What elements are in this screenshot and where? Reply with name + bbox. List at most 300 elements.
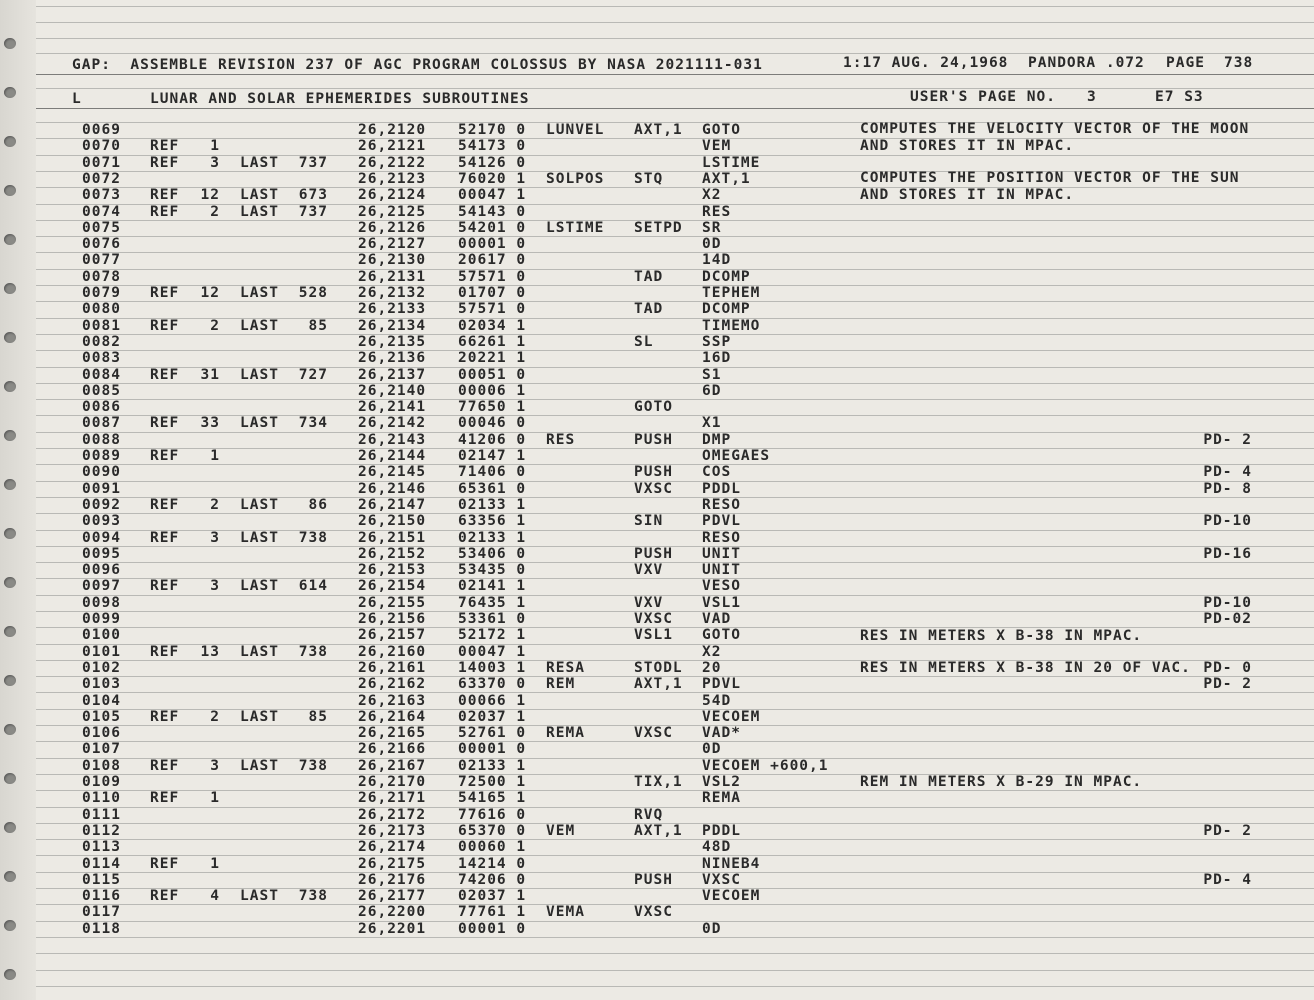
operand: TIMEMO bbox=[702, 318, 761, 334]
opcode: STQ bbox=[634, 171, 664, 187]
binder-hole bbox=[4, 577, 16, 588]
last-page: 738 bbox=[298, 530, 328, 546]
ruled-line bbox=[36, 464, 1314, 465]
opcode: SL bbox=[634, 334, 654, 350]
operand: DMP bbox=[702, 432, 732, 448]
opcode: PUSH bbox=[634, 464, 673, 480]
pushdown-note: PD-02 bbox=[1203, 611, 1252, 627]
last-marker: LAST bbox=[240, 497, 279, 513]
octal-code: 74206 0 bbox=[458, 872, 527, 888]
address: 26,2170 bbox=[358, 774, 427, 790]
address: 26,2123 bbox=[358, 171, 427, 187]
ruled-line bbox=[36, 562, 1314, 563]
operand: TEPHEM bbox=[702, 285, 761, 301]
ruled-line bbox=[36, 644, 1314, 645]
octal-code: 77761 1 bbox=[458, 904, 527, 920]
address: 26,2163 bbox=[358, 693, 427, 709]
address: 26,2164 bbox=[358, 709, 427, 725]
ruled-line bbox=[36, 725, 1314, 726]
pushdown-note: PD- 2 bbox=[1203, 676, 1252, 692]
binder-hole bbox=[4, 724, 16, 735]
line-number: 0071 bbox=[82, 155, 121, 171]
ruled-line bbox=[36, 350, 1314, 351]
operand: DCOMP bbox=[702, 301, 751, 317]
line-number: 0070 bbox=[82, 138, 121, 154]
ruled-line bbox=[36, 38, 1314, 39]
line-number: 0088 bbox=[82, 432, 121, 448]
ref-count: 1 bbox=[210, 790, 220, 806]
opcode: AXT,1 bbox=[634, 122, 683, 138]
line-number: 0072 bbox=[82, 171, 121, 187]
line-number: 0096 bbox=[82, 562, 121, 578]
ruled-line bbox=[36, 904, 1314, 905]
opcode: TAD bbox=[634, 301, 664, 317]
octal-code: 77616 0 bbox=[458, 807, 527, 823]
pushdown-note: PD- 2 bbox=[1203, 432, 1252, 448]
line-number: 0109 bbox=[82, 774, 121, 790]
address: 26,2144 bbox=[358, 448, 427, 464]
octal-code: 54173 0 bbox=[458, 138, 527, 154]
opcode: TIX,1 bbox=[634, 774, 683, 790]
octal-code: 02147 1 bbox=[458, 448, 527, 464]
operand: SSP bbox=[702, 334, 732, 350]
ruled-line bbox=[36, 692, 1314, 693]
operand: PDVL bbox=[702, 676, 741, 692]
ref-count: 1 bbox=[210, 856, 220, 872]
ref-marker: REF bbox=[150, 155, 180, 171]
octal-code: 00001 0 bbox=[458, 741, 527, 757]
ref-count: 1 bbox=[210, 138, 220, 154]
ref-marker: REF bbox=[150, 758, 180, 774]
ruled-line bbox=[36, 839, 1314, 840]
operand: DCOMP bbox=[702, 269, 751, 285]
binder-hole bbox=[4, 920, 16, 931]
operand: 0D bbox=[702, 236, 722, 252]
ref-count: 4 bbox=[210, 888, 220, 904]
address: 26,2156 bbox=[358, 611, 427, 627]
operand: VAD* bbox=[702, 725, 741, 741]
last-marker: LAST bbox=[240, 285, 279, 301]
octal-code: 52170 0 bbox=[458, 122, 527, 138]
address: 26,2141 bbox=[358, 399, 427, 415]
opcode: TAD bbox=[634, 269, 664, 285]
octal-code: 02133 1 bbox=[458, 758, 527, 774]
ruled-line bbox=[36, 6, 1314, 7]
line-number: 0080 bbox=[82, 301, 121, 317]
address: 26,2166 bbox=[358, 741, 427, 757]
line-number: 0117 bbox=[82, 904, 121, 920]
ruled-line bbox=[36, 448, 1314, 449]
address: 26,2167 bbox=[358, 758, 427, 774]
operand: GOTO bbox=[702, 627, 741, 643]
system-name: PANDORA .072 bbox=[1028, 55, 1145, 71]
comment-line: COMPUTES THE VELOCITY VECTOR OF THE MOON bbox=[860, 121, 1250, 137]
line-number: 0114 bbox=[82, 856, 121, 872]
ruled-line bbox=[36, 432, 1314, 433]
ruled-line bbox=[36, 269, 1314, 270]
octal-code: 00051 0 bbox=[458, 367, 527, 383]
last-page: 85 bbox=[308, 318, 328, 334]
line-number: 0099 bbox=[82, 611, 121, 627]
line-number: 0111 bbox=[82, 807, 121, 823]
ruled-line bbox=[36, 301, 1314, 302]
operand: X1 bbox=[702, 415, 722, 431]
comment-line: RES IN METERS X B-38 IN MPAC. bbox=[860, 628, 1143, 644]
ref-marker: REF bbox=[150, 367, 180, 383]
address: 26,2177 bbox=[358, 888, 427, 904]
operand: RES bbox=[702, 204, 732, 220]
ruled-line bbox=[36, 758, 1314, 759]
ref-marker: REF bbox=[150, 318, 180, 334]
line-number: 0085 bbox=[82, 383, 121, 399]
comment-line: REM IN METERS X B-29 IN MPAC. bbox=[860, 774, 1143, 790]
line-number: 0104 bbox=[82, 693, 121, 709]
operand: GOTO bbox=[702, 122, 741, 138]
ruled-line bbox=[36, 108, 1314, 109]
line-number: 0073 bbox=[82, 187, 121, 203]
address: 26,2160 bbox=[358, 644, 427, 660]
address: 26,2162 bbox=[358, 676, 427, 692]
octal-code: 54201 0 bbox=[458, 220, 527, 236]
line-number: 0078 bbox=[82, 269, 121, 285]
ruled-line bbox=[36, 74, 1314, 75]
ruled-line bbox=[36, 578, 1314, 579]
pushdown-note: PD- 8 bbox=[1203, 481, 1252, 497]
ref-marker: REF bbox=[150, 644, 180, 660]
address: 26,2121 bbox=[358, 138, 427, 154]
octal-code: 00060 1 bbox=[458, 839, 527, 855]
opcode: SIN bbox=[634, 513, 664, 529]
operand: LSTIME bbox=[702, 155, 761, 171]
address: 26,2146 bbox=[358, 481, 427, 497]
octal-code: 71406 0 bbox=[458, 464, 527, 480]
operand: PDVL bbox=[702, 513, 741, 529]
ruled-line bbox=[36, 986, 1314, 987]
octal-code: 65361 0 bbox=[458, 481, 527, 497]
octal-code: 53361 0 bbox=[458, 611, 527, 627]
binder-hole bbox=[4, 430, 16, 441]
octal-code: 52172 1 bbox=[458, 627, 527, 643]
ruled-line bbox=[36, 88, 1314, 89]
last-marker: LAST bbox=[240, 709, 279, 725]
listing-timestamp: 1:17 AUG. 24,1968 bbox=[843, 55, 1009, 71]
ref-marker: REF bbox=[150, 888, 180, 904]
ruled-line bbox=[36, 318, 1314, 319]
ref-marker: REF bbox=[150, 578, 180, 594]
comment-line: AND STORES IT IN MPAC. bbox=[860, 138, 1075, 154]
binder-hole bbox=[4, 822, 16, 833]
operand: VECOEM bbox=[702, 709, 761, 725]
ruled-line bbox=[36, 709, 1314, 710]
ref-marker: REF bbox=[150, 448, 180, 464]
pushdown-note: PD- 0 bbox=[1203, 660, 1252, 676]
pushdown-note: PD- 2 bbox=[1203, 823, 1252, 839]
label: LSTIME bbox=[546, 220, 605, 236]
binder-hole bbox=[4, 773, 16, 784]
ruled-line bbox=[36, 595, 1314, 596]
address: 26,2154 bbox=[358, 578, 427, 594]
octal-code: 57571 0 bbox=[458, 269, 527, 285]
octal-code: 02034 1 bbox=[458, 318, 527, 334]
ref-marker: REF bbox=[150, 138, 180, 154]
last-page: 614 bbox=[298, 578, 328, 594]
binder-hole bbox=[4, 969, 16, 980]
address: 26,2127 bbox=[358, 236, 427, 252]
line-number: 0077 bbox=[82, 252, 121, 268]
last-marker: LAST bbox=[240, 530, 279, 546]
operand: VECOEM bbox=[702, 888, 761, 904]
last-page: 734 bbox=[298, 415, 328, 431]
line-number: 0110 bbox=[82, 790, 121, 806]
octal-code: 53435 0 bbox=[458, 562, 527, 578]
octal-code: 00001 0 bbox=[458, 921, 527, 937]
last-marker: LAST bbox=[240, 367, 279, 383]
pushdown-note: PD- 4 bbox=[1203, 872, 1252, 888]
operand: OMEGAES bbox=[702, 448, 771, 464]
opcode: GOTO bbox=[634, 399, 673, 415]
last-marker: LAST bbox=[240, 318, 279, 334]
last-marker: LAST bbox=[240, 888, 279, 904]
ruled-line bbox=[36, 970, 1314, 971]
line-number: 0081 bbox=[82, 318, 121, 334]
octal-code: 02133 1 bbox=[458, 530, 527, 546]
octal-code: 02037 1 bbox=[458, 888, 527, 904]
address: 26,2175 bbox=[358, 856, 427, 872]
octal-code: 00001 0 bbox=[458, 236, 527, 252]
octal-code: 00046 0 bbox=[458, 415, 527, 431]
operand: UNIT bbox=[702, 546, 741, 562]
ruled-line bbox=[36, 204, 1314, 205]
last-marker: LAST bbox=[240, 578, 279, 594]
line-number: 0108 bbox=[82, 758, 121, 774]
address: 26,2142 bbox=[358, 415, 427, 431]
label: RES bbox=[546, 432, 576, 448]
octal-code: 76020 1 bbox=[458, 171, 527, 187]
ruled-line bbox=[36, 530, 1314, 531]
operand: RESO bbox=[702, 497, 741, 513]
opcode: VXSC bbox=[634, 481, 673, 497]
opcode: PUSH bbox=[634, 872, 673, 888]
last-page: 738 bbox=[298, 758, 328, 774]
octal-code: 52761 0 bbox=[458, 725, 527, 741]
last-marker: LAST bbox=[240, 155, 279, 171]
address: 26,2145 bbox=[358, 464, 427, 480]
octal-code: 65370 0 bbox=[458, 823, 527, 839]
octal-code: 02037 1 bbox=[458, 709, 527, 725]
binder-hole bbox=[4, 675, 16, 686]
line-number: 0082 bbox=[82, 334, 121, 350]
last-page: 86 bbox=[308, 497, 328, 513]
operand: UNIT bbox=[702, 562, 741, 578]
ref-marker: REF bbox=[150, 285, 180, 301]
address: 26,2171 bbox=[358, 790, 427, 806]
address: 26,2147 bbox=[358, 497, 427, 513]
octal-code: 63356 1 bbox=[458, 513, 527, 529]
opcode: RVQ bbox=[634, 807, 664, 823]
binder-hole-strip bbox=[0, 0, 36, 1000]
address: 26,2201 bbox=[358, 921, 427, 937]
octal-code: 00047 1 bbox=[458, 644, 527, 660]
line-number: 0097 bbox=[82, 578, 121, 594]
address: 26,2143 bbox=[358, 432, 427, 448]
opcode: PUSH bbox=[634, 432, 673, 448]
comment-line: RES IN METERS X B-38 IN 20 OF VAC. bbox=[860, 660, 1191, 676]
opcode: SETPD bbox=[634, 220, 683, 236]
line-number: 0091 bbox=[82, 481, 121, 497]
address: 26,2132 bbox=[358, 285, 427, 301]
line-number: 0094 bbox=[82, 530, 121, 546]
label: RESA bbox=[546, 660, 585, 676]
address: 26,2135 bbox=[358, 334, 427, 350]
ruled-line bbox=[36, 481, 1314, 482]
address: 26,2174 bbox=[358, 839, 427, 855]
ref-count: 12 bbox=[200, 285, 220, 301]
octal-code: 00047 1 bbox=[458, 187, 527, 203]
ruled-line bbox=[36, 790, 1314, 791]
line-number: 0098 bbox=[82, 595, 121, 611]
line-number: 0101 bbox=[82, 644, 121, 660]
ruled-line bbox=[36, 285, 1314, 286]
last-page: 738 bbox=[298, 644, 328, 660]
ref-marker: REF bbox=[150, 415, 180, 431]
line-number: 0074 bbox=[82, 204, 121, 220]
last-page: 737 bbox=[298, 155, 328, 171]
operand: COS bbox=[702, 464, 732, 480]
ref-count: 1 bbox=[210, 448, 220, 464]
last-marker: LAST bbox=[240, 644, 279, 660]
ref-marker: REF bbox=[150, 187, 180, 203]
section-title: LUNAR AND SOLAR EPHEMERIDES SUBROUTINES bbox=[150, 91, 530, 107]
line-number: 0076 bbox=[82, 236, 121, 252]
comment-line: AND STORES IT IN MPAC. bbox=[860, 187, 1075, 203]
octal-code: 14214 0 bbox=[458, 856, 527, 872]
address: 26,2161 bbox=[358, 660, 427, 676]
label: SOLPOS bbox=[546, 171, 605, 187]
line-number: 0090 bbox=[82, 464, 121, 480]
line-number: 0103 bbox=[82, 676, 121, 692]
ruled-line bbox=[36, 741, 1314, 742]
operand: RESO bbox=[702, 530, 741, 546]
ruled-line bbox=[36, 937, 1314, 938]
line-number: 0113 bbox=[82, 839, 121, 855]
ref-count: 33 bbox=[200, 415, 220, 431]
octal-code: 14003 1 bbox=[458, 660, 527, 676]
label: VEMA bbox=[546, 904, 585, 920]
ruled-line bbox=[36, 921, 1314, 922]
last-page: 727 bbox=[298, 367, 328, 383]
operand: 6D bbox=[702, 383, 722, 399]
last-marker: LAST bbox=[240, 415, 279, 431]
pushdown-note: PD- 4 bbox=[1203, 464, 1252, 480]
binder-hole bbox=[4, 87, 16, 98]
operand: 0D bbox=[702, 741, 722, 757]
ref-count: 2 bbox=[210, 318, 220, 334]
octal-code: 00066 1 bbox=[458, 693, 527, 709]
line-number: 0116 bbox=[82, 888, 121, 904]
binder-hole bbox=[4, 185, 16, 196]
address: 26,2122 bbox=[358, 155, 427, 171]
line-number: 0106 bbox=[82, 725, 121, 741]
page-label: PAGE bbox=[1166, 55, 1205, 71]
address: 26,2124 bbox=[358, 187, 427, 203]
opcode: PUSH bbox=[634, 546, 673, 562]
octal-code: 20221 1 bbox=[458, 350, 527, 366]
line-number: 0092 bbox=[82, 497, 121, 513]
line-number: 0102 bbox=[82, 660, 121, 676]
last-page: 737 bbox=[298, 204, 328, 220]
octal-code: 01707 0 bbox=[458, 285, 527, 301]
ruled-line bbox=[36, 888, 1314, 889]
line-number: 0115 bbox=[82, 872, 121, 888]
octal-code: 02133 1 bbox=[458, 497, 527, 513]
octal-code: 57571 0 bbox=[458, 301, 527, 317]
last-marker: LAST bbox=[240, 187, 279, 203]
line-number: 0112 bbox=[82, 823, 121, 839]
address: 26,2126 bbox=[358, 220, 427, 236]
ref-marker: REF bbox=[150, 204, 180, 220]
opcode: VSL1 bbox=[634, 627, 673, 643]
operand: SR bbox=[702, 220, 722, 236]
operand: 0D bbox=[702, 921, 722, 937]
address: 26,2133 bbox=[358, 301, 427, 317]
binder-hole bbox=[4, 136, 16, 147]
octal-code: 53406 0 bbox=[458, 546, 527, 562]
label: VEM bbox=[546, 823, 576, 839]
address: 26,2157 bbox=[358, 627, 427, 643]
ref-count: 2 bbox=[210, 497, 220, 513]
listing-title: GAP: ASSEMBLE REVISION 237 OF AGC PROGRAM COLOSSUS BY NASA 2021111-031 bbox=[72, 57, 763, 73]
binder-hole bbox=[4, 283, 16, 294]
ref-count: 3 bbox=[210, 758, 220, 774]
operand: S1 bbox=[702, 367, 722, 383]
last-page: 673 bbox=[298, 187, 328, 203]
address: 26,2200 bbox=[358, 904, 427, 920]
operand: NINEB4 bbox=[702, 856, 761, 872]
users-page-label: USER'S PAGE NO. bbox=[910, 89, 1056, 105]
line-number: 0093 bbox=[82, 513, 121, 529]
operand: REMA bbox=[702, 790, 741, 806]
line-number: 0083 bbox=[82, 350, 121, 366]
ruled-line bbox=[36, 383, 1314, 384]
last-page: 85 bbox=[308, 709, 328, 725]
last-page: 738 bbox=[298, 888, 328, 904]
octal-code: 02141 1 bbox=[458, 578, 527, 594]
ref-count: 3 bbox=[210, 530, 220, 546]
address: 26,2120 bbox=[358, 122, 427, 138]
section-code: E7 S3 bbox=[1155, 89, 1204, 105]
address: 26,2125 bbox=[358, 204, 427, 220]
label: REM bbox=[546, 676, 576, 692]
operand: VESO bbox=[702, 578, 741, 594]
line-number: 0075 bbox=[82, 220, 121, 236]
label: REMA bbox=[546, 725, 585, 741]
ref-count: 12 bbox=[200, 187, 220, 203]
operand: VAD bbox=[702, 611, 732, 627]
ruled-line bbox=[36, 53, 1314, 54]
line-number: 0107 bbox=[82, 741, 121, 757]
ruled-line bbox=[36, 155, 1314, 156]
octal-code: 54126 0 bbox=[458, 155, 527, 171]
opcode: AXT,1 bbox=[634, 676, 683, 692]
address: 26,2151 bbox=[358, 530, 427, 546]
operand: X2 bbox=[702, 187, 722, 203]
binder-hole bbox=[4, 381, 16, 392]
address: 26,2165 bbox=[358, 725, 427, 741]
ruled-line bbox=[36, 367, 1314, 368]
binder-hole bbox=[4, 332, 16, 343]
last-marker: LAST bbox=[240, 758, 279, 774]
opcode: VXSC bbox=[634, 904, 673, 920]
